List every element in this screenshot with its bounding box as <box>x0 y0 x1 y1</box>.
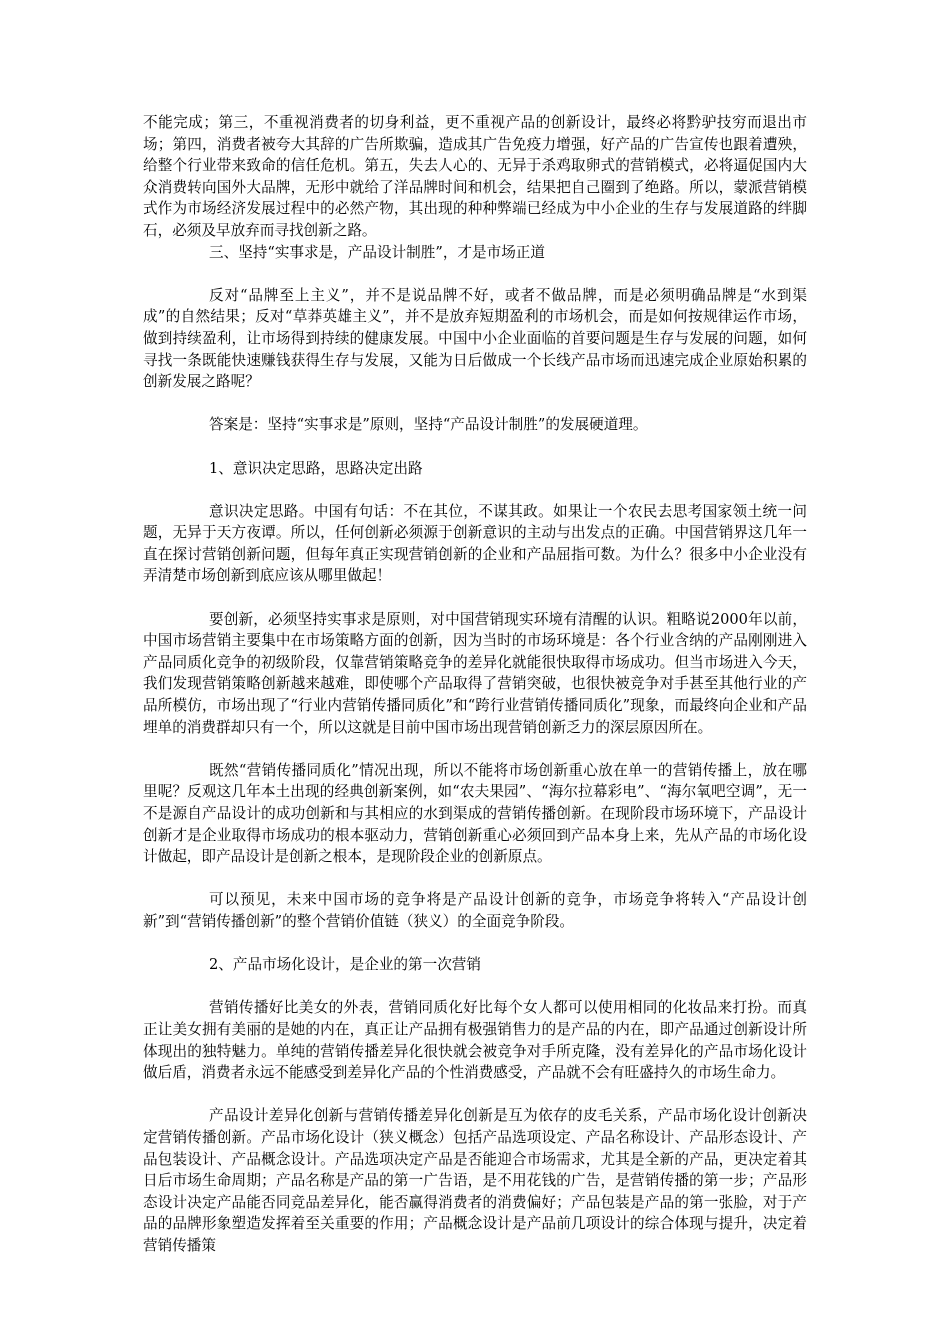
paragraph: 答案是：坚持“实事求是”原则，坚持“产品设计制胜”的发展硬道理。 <box>209 416 648 434</box>
paragraph-continuation: 不能完成；第三，不重视消费者的切身利益，更不重视产品的创新设计，最终必将黔驴技穷而退出市场；第四，消费者被夸大其辞的广告所欺骗，造成其广告免疫力增强，好产品的广告宣传也跟着遭殃，给整个行业带来致命的信任危机。第五，失去人心的、无异于杀鸡取卵式的营销模式，必将逼促国内大众消费转向国外大品牌，无形中就给了洋品牌时间和机会，结果把自己圈到了绝路。所以，蒙派营销模式作为市场经济发展过程中的必然产物，其出现的种种弊端已经成为中小企业的生存与发展道路的绊脚石，必须及早放弃而寻找创新之路。 <box>143 114 807 239</box>
paragraph: 既然“营销传播同质化”情况出现，所以不能将市场创新重心放在单一的营销传播上，放在哪里呢？反观这几年本土出现的经典创新案例，如“农夫果园”、“海尔拉幕彩电”、“海尔氧吧空调”，无一不是源自产品设计的成功创新和与其相应的水到渠成的营销传播创新。在现阶段市场环境下，产品设计创新才是企业取得市场成功的根本驱动力，营销创新重心必须回到产品本身上来，先从产品的市场化设计做起，即产品设计是创新之根本，是现阶段企业的创新原点。 <box>143 761 807 866</box>
document-body <box>143 112 807 1256</box>
subsection-heading-1: 1、意识决定思路，思路决定出路 <box>209 459 423 477</box>
paragraph: 可以预见，未来中国市场的竞争将是产品设计创新的竞争，市场竞争将转入“产品设计创新”到“营销传播创新”的整个营销价值链（狭义）的全面竞争阶段。 <box>143 891 807 930</box>
paragraph: 要创新，必须坚持实事求是原则，对中国营销现实环境有清醒的认识。粗略说2000年以前，中国市场营销主要集中在市场策略方面的创新，因为当时的市场环境是：各个行业含纳的产品刚刚进入产品同质化竞争的初级阶段，仅靠营销策略竞争的差异化就能很快取得市场成功。但当市场进入今天，我们发现营销策略创新越来越难，即使哪个产品取得了营销突破，也很快被竞争对手甚至其他行业的产品所模仿，市场出现了“行业内营销传播同质化”和“跨行业营销传播同质化”现象，而最终向企业和产品埋单的消费群却只有一个，所以这就是目前中国市场出现营销创新乏力的深层原因所在。 <box>143 610 807 736</box>
subsection-heading-2: 2、产品市场化设计，是企业的第一次营销 <box>209 956 481 974</box>
paragraph: 反对“品牌至上主义”，并不是说品牌不好，或者不做品牌，而是必须明确品牌是“水到渠成”的自然结果；反对“草莽英雄主义”，并不是放弃短期盈利的市场机会，而是如何按规律运作市场，做到持续盈利，让市场得到持续的健康发展。中国中小企业面临的首要问题是生存与发展的问题，如何寻找一条既能快速赚钱获得生存与发展，又能为日后做成一个长线产品市场而迅速完成企业原始积累的创新发展之路呢？ <box>143 286 807 391</box>
paragraph: 营销传播好比美女的外表，营销同质化好比每个女人都可以使用相同的化妆品来打扮。而真正让美女拥有美丽的是她的内在，真正让产品拥有极强销售力的是产品的内在，即产品通过创新设计所体现出的独特魅力。单纯的营销传播差异化很快就会被竞争对手所克隆，没有差异化的产品市场化设计做后盾，消费者永远不能感受到差异化产品的个性消费感受，产品就不会有旺盛持久的市场生命力。 <box>143 999 807 1082</box>
section-heading-3: 三、坚持“实事求是，产品设计制胜”，才是市场正道 <box>209 243 545 261</box>
paragraph: 意识决定思路。中国有句话：不在其位，不谋其政。如果让一个农民去思考国家领土统一问题，无异于天方夜谭。所以，任何创新必须源于创新意识的主动与出发点的正确。中国营销界这几年一直在探讨营销创新问题，但每年真正实现营销创新的企业和产品屈指可数。为什么？很多中小企业没有弄清楚市场创新到底应该从哪里做起！ <box>143 502 807 585</box>
paragraph: 产品设计差异化创新与营销传播差异化创新是互为依存的皮毛关系，产品市场化设计创新决定营销传播创新。产品市场化设计（狭义概念）包括产品选项设定、产品名称设计、产品形态设计、产品包装设计、产品概念设计。产品选项决定产品是否能迎合市场需求，尤其是全新的产品，更决定着其日后市场生命周期；产品名称是产品的第一广告语，是不用花钱的广告，是营销传播的第一步；产品形态设计决定产品能否同竞品差异化，能否赢得消费者的消费偏好；产品包装是产品的第一张脸，对于产品的品牌形象塑造发挥着至关重要的作用；产品概念设计是产品前几项设计的综合体现与提升，决定着营销传播策 <box>143 1107 807 1254</box>
